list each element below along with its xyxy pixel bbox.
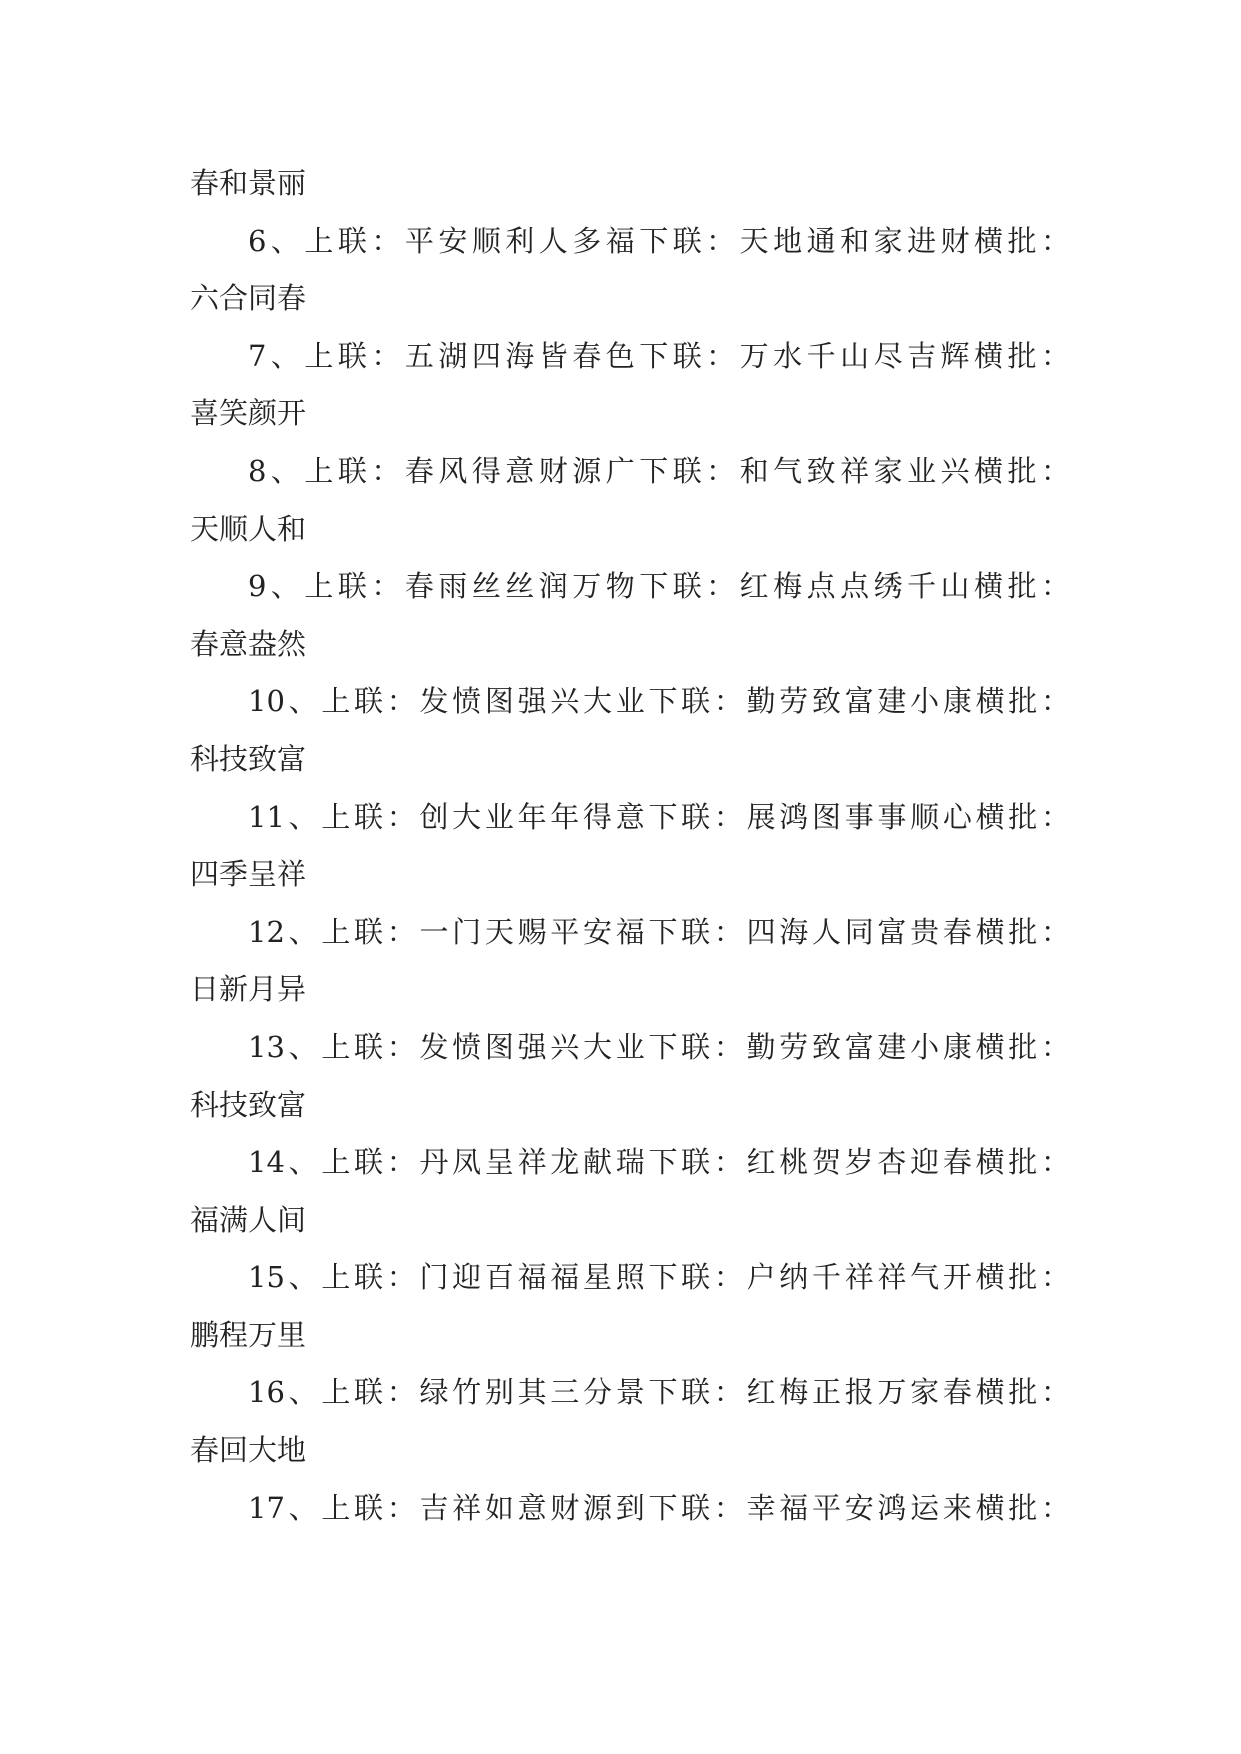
couplet-12-line: 12、上联：一门天赐平安福下联：四海人同富贵春横批： (248, 914, 1070, 949)
couplet-10-banner: 科技致富 (190, 741, 307, 776)
couplet-12-banner: 日新月异 (190, 972, 307, 1007)
couplet-17-line: 17、上联：吉祥如意财源到下联：幸福平安鸿运来横批： (248, 1490, 1070, 1525)
couplet-15-banner: 鹏程万里 (190, 1317, 307, 1352)
document-body (190, 155, 1070, 1537)
couplet-6-banner: 六合同春 (190, 281, 307, 316)
couplet-7-banner: 喜笑颜开 (190, 396, 307, 431)
couplet-14-line: 14、上联：丹凤呈祥龙献瑞下联：红桃贺岁杏迎春横批： (248, 1145, 1070, 1180)
couplet-9-line: 9、上联：春雨丝丝润万物下联：红梅点点绣千山横批： (248, 569, 1070, 604)
couplet-6-line: 6、上联：平安顺利人多福下联：天地通和家进财横批： (248, 223, 1070, 258)
couplet-11-banner: 四季呈祥 (190, 857, 307, 892)
couplet-7-line: 7、上联：五湖四海皆春色下联：万水千山尽吉辉横批： (248, 338, 1070, 373)
couplet-8-banner: 天顺人和 (190, 511, 307, 546)
couplet-16-banner: 春回大地 (190, 1433, 307, 1468)
couplet-10-line: 10、上联：发愤图强兴大业下联：勤劳致富建小康横批： (248, 684, 1070, 719)
couplet-8-line: 8、上联：春风得意财源广下联：和气致祥家业兴横批： (248, 453, 1070, 488)
couplet-15-line: 15、上联：门迎百福福星照下联：户纳千祥祥气开横批： (248, 1260, 1070, 1295)
couplet-14-banner: 福满人间 (190, 1202, 307, 1237)
couplet-11-line: 11、上联：创大业年年得意下联：展鸿图事事顺心横批： (248, 799, 1070, 834)
couplet-13-line: 13、上联：发愤图强兴大业下联：勤劳致富建小康横批： (248, 1029, 1070, 1064)
couplet-9-banner: 春意盎然 (190, 626, 307, 661)
carryover-line: 春和景丽 (190, 166, 307, 200)
couplet-16-line: 16、上联：绿竹别其三分景下联：红梅正报万家春横批： (248, 1375, 1070, 1410)
couplet-13-banner: 科技致富 (190, 1087, 307, 1122)
